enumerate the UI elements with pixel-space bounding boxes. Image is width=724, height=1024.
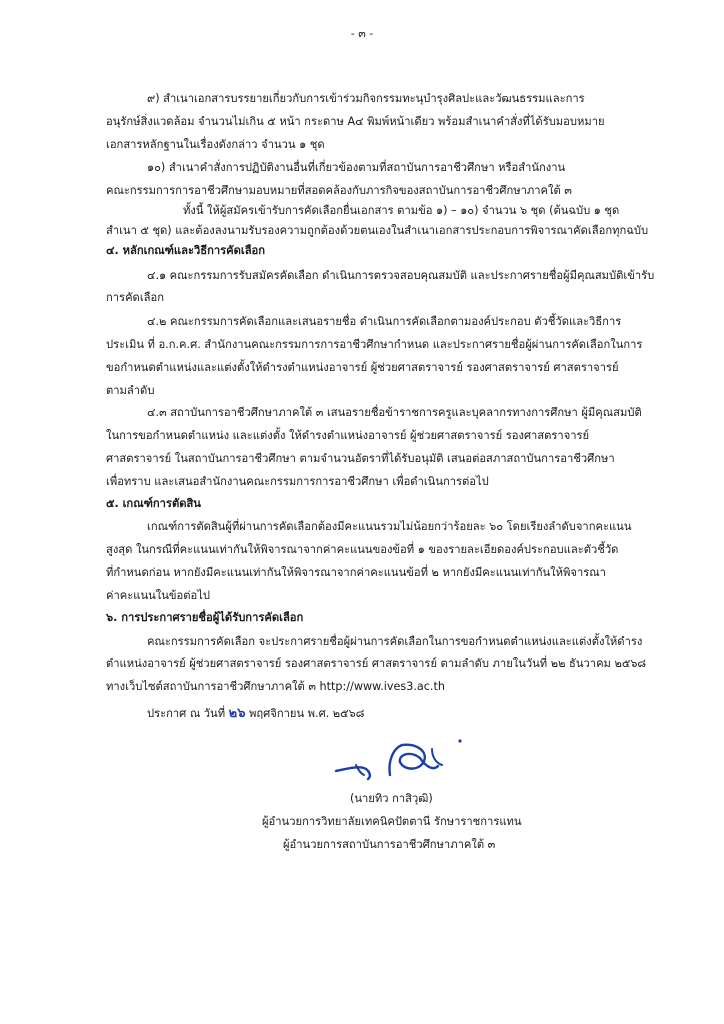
announce-date (147, 707, 364, 721)
section-heading: ๖. การประกาศรายชื่อผู้ได้รับการคัดเลือก (106, 611, 304, 624)
section-heading: ๕. เกณฑ์การตัดสิน (106, 497, 201, 510)
text-line: การคัดเลือก (106, 291, 164, 304)
announce-suffix: พฤศจิกายน พ.ศ. ๒๕๖๘ (249, 707, 365, 720)
signer-position: ผู้อำนวยการสถาบันการอาชีวศึกษาภาคใต้ ๓ (283, 838, 496, 851)
text-line: ตำแหน่งอาจารย์ ผู้ช่วยศาสตราจารย์ รองศาสตราจารย์ ศาสตราจารย์ ตามลำดับ ภายในวันที่ ๒๒ ธันวาคม ๒๕๖๘ (106, 657, 647, 670)
section-heading: ๔. หลักเกณฑ์และวิธีการคัดเลือก (106, 244, 266, 257)
text-line: เกณฑ์การตัดสินผู้ที่ผ่านการคัดเลือกต้องมีคะแนนรวมไม่น้อยกว่าร้อยละ ๖๐ โดยเรียงลำดับจากคะแนน (147, 520, 632, 533)
text-line: ประเมิน ที่ อ.ก.ค.ศ. สำนักงานคณะกรรมการการอาชีวศึกษากำหนด และประกาศรายชื่อผู้ผ่านการคัดเลือกในการ (106, 338, 643, 351)
text-line: ที่กำหนดก่อน หากยังมีคะแนนเท่ากันให้พิจารณาจากค่าคะแนนข้อที่ ๒ หากยังมีคะแนนเท่ากันให้พิจารณา (106, 566, 606, 579)
signer-position: ผู้อำนวยการวิทยาลัยเทคนิคปัตตานี รักษาราชการแทน (262, 815, 522, 828)
signer-name: (นายทิว กาสิวุฒิ) (350, 792, 433, 805)
text-line: อนุรักษ์สิ่งแวดล้อม จำนวนไม่เกิน ๕ หน้า กระดาษ A๔ พิมพ์หน้าเดียว พร้อมสำเนาคำสั่งที่ได้รับมอบหมาย (106, 115, 605, 128)
text-line: สูงสุด ในกรณีที่คะแนนเท่ากันให้พิจารณาจากค่าคะแนนของข้อที่ ๑ ของรายละเอียดองค์ประกอบและตัวชี้วัด (106, 543, 619, 556)
text-line: เอกสารหลักฐานในเรื่องดังกล่าว จำนวน ๑ ชุด (106, 138, 325, 151)
signature-image (332, 735, 472, 783)
text-line: เพื่อทราบ และเสนอสำนักงานคณะกรรมการการอาชีวศึกษา เพื่อดำเนินการต่อไป (106, 475, 489, 488)
text-line: ๔.๓ สถาบันการอาชีวศึกษาภาคใต้ ๓ เสนอรายชื่อข้าราชการครูและบุคลากรทางการศึกษา ผู้มีคุณสมบัติ (147, 406, 642, 419)
page-number: - ๓ - (350, 27, 374, 40)
text-line: คณะกรรมการการอาชีวศึกษามอบหมายที่สอดคล้องกับภารกิจของสถาบันการอาชีวศึกษาภาคใต้ ๓ (106, 184, 572, 197)
text-line: ค่าคะแนนในข้อต่อไป (106, 589, 210, 602)
text-line: ศาสตราจารย์ ในสถาบันการอาชีวศึกษา ตามจำนวนอัตราที่ได้รับอนุมัติ เสนอต่อสภาสถาบันการอาชีวศึกษา (106, 452, 615, 465)
text-line: ทางเว็บไซต์สถาบันการอาชีวศึกษาภาคใต้ ๓ http://www.ives3.ac.th (106, 680, 445, 693)
text-line: ทั้งนี้ ให้ผู้สมัครเข้ารับการคัดเลือกยื่นเอกสาร ตามข้อ ๑) – ๑๐) จำนวน ๖ ชุด (ต้นฉบับ ๑ ชุด (183, 204, 620, 217)
text-line: คณะกรรมการคัดเลือก จะประกาศรายชื่อผู้ผ่านการคัดเลือกในการขอกำหนดตำแหน่งและแต่งตั้งให้ดำรง (147, 635, 643, 648)
text-line: สำเนา ๕ ชุด) และต้องลงนามรับรองความถูกต้องด้วยตนเองในสำเนาเอกสารประกอบการพิจารณาคัดเลือกทุกฉบับ (106, 224, 649, 237)
text-line: ตามลำดับ (106, 384, 155, 397)
text-line: ๙) สำเนาเอกสารบรรยายเกี่ยวกับการเข้าร่วมกิจกรรมทะนุบำรุงศิลปะและวัฒนธรรมและการ (147, 92, 585, 105)
text-line: ขอกำหนดตำแหน่งและแต่งตั้งให้ดำรงตำแหน่งอาจารย์ ผู้ช่วยศาสตราจารย์ รองศาสตราจารย์ ศาสตราจารย์ (106, 361, 619, 374)
text-line: ๑๐) สำเนาคำสั่งการปฏิบัติงานอื่นที่เกี่ยวข้องตามที่สถาบันการอาชีวศึกษา หรือสำนักงาน (147, 161, 566, 174)
announce-prefix: ประกาศ ณ วันที่ (147, 707, 226, 720)
text-line: ในการขอกำหนดตำแหน่ง และแต่งตั้ง ให้ดำรงตำแหน่งอาจารย์ ผู้ช่วยศาสตราจารย์ รองศาสตราจารย์ (106, 429, 590, 442)
text-line: ๔.๒ คณะกรรมการคัดเลือกและเสนอรายชื่อ ดำเนินการคัดเลือกตามองค์ประกอบ ตัวชี้วัดและวิธีการ (147, 315, 622, 328)
text-line: ๔.๑ คณะกรรมการรับสมัครคัดเลือก ดำเนินการตรวจสอบคุณสมบัติ และประกาศรายชื่อผู้มีคุณสมบัติเข้ารับ (147, 269, 655, 282)
handwritten-day: ๒๖ (228, 706, 246, 721)
